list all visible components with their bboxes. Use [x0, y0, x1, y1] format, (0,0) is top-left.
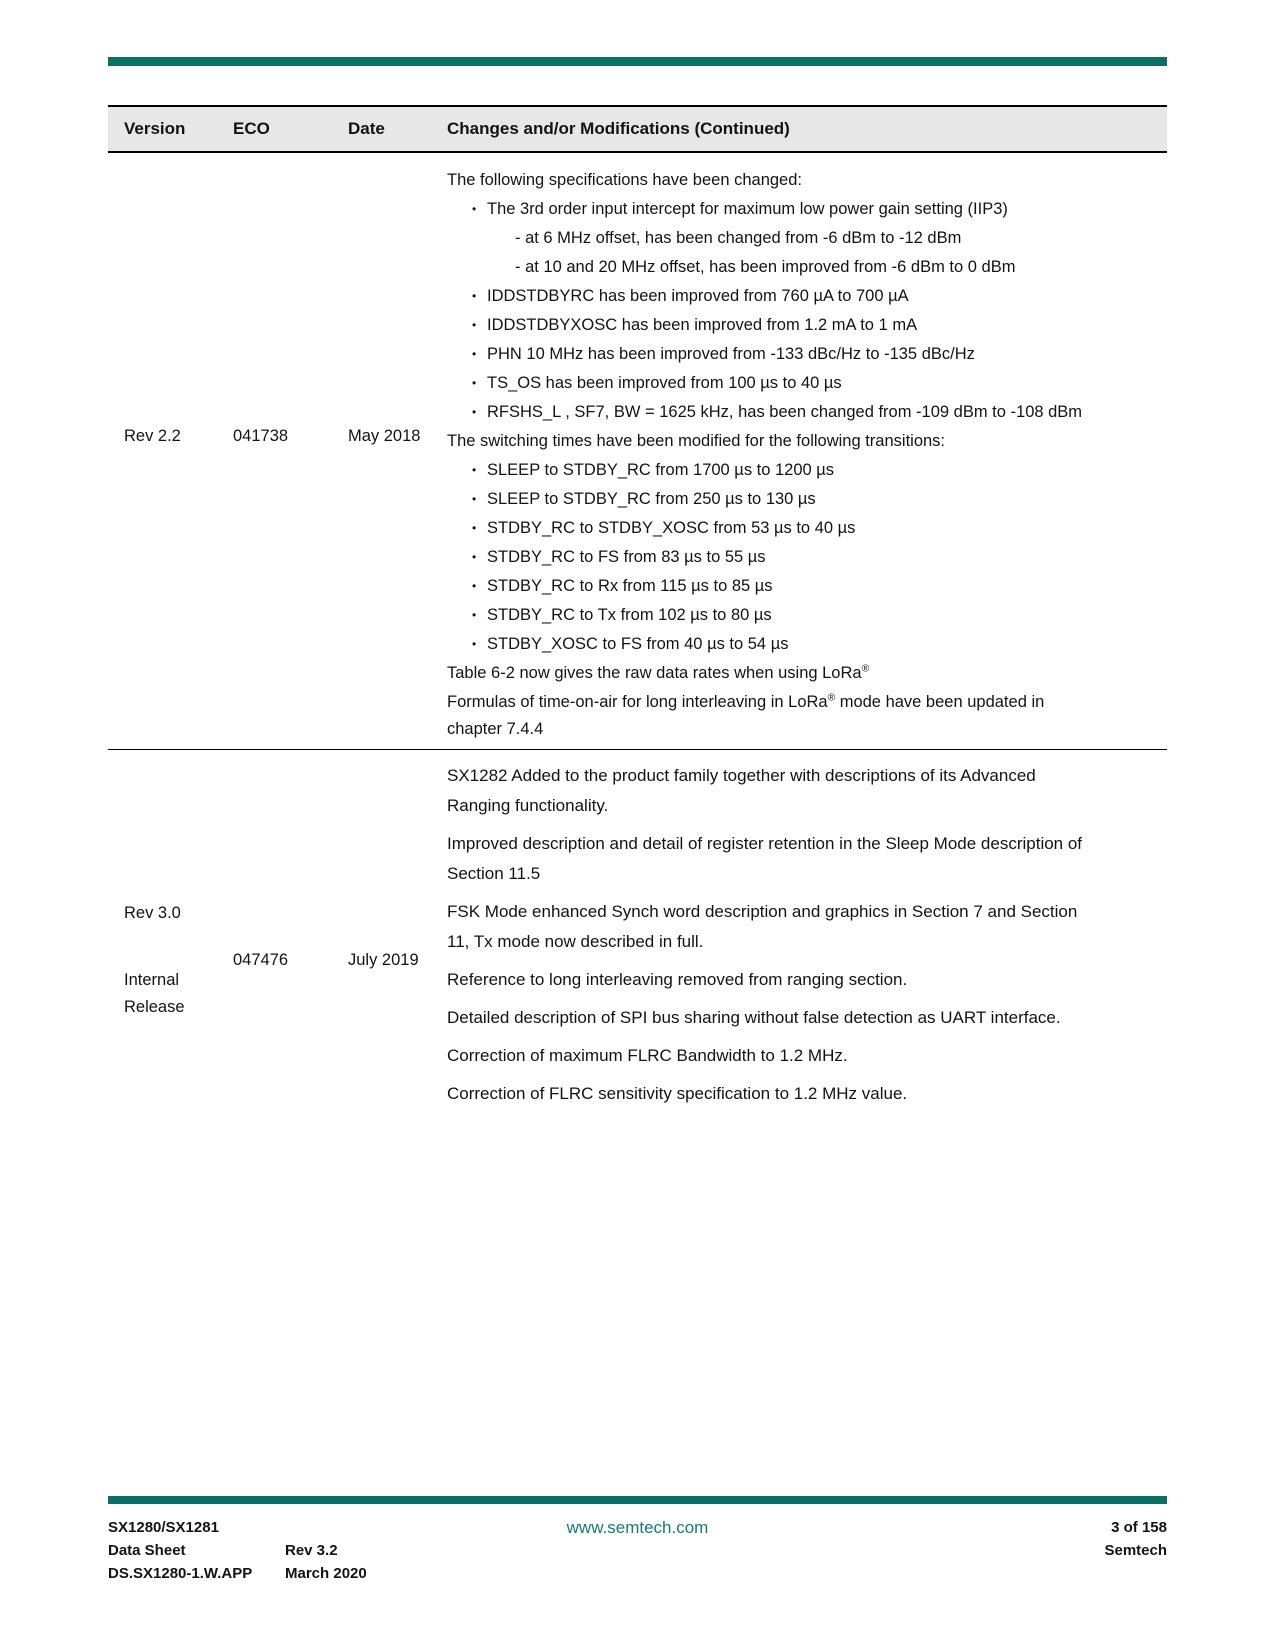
semtech-website-link[interactable]: www.semtech.com	[566, 1518, 709, 1537]
change-bullet-item	[447, 602, 1097, 629]
version-cell	[108, 750, 233, 1171]
table-row	[108, 153, 1167, 749]
date-cell: July 2019	[348, 951, 419, 969]
eco-cell: 047476	[233, 951, 289, 969]
bullet-icon: •	[472, 579, 477, 593]
column-header-version: Version	[124, 119, 186, 138]
bullet-icon: •	[472, 202, 477, 216]
bullet-text: STDBY_RC to Rx from 115 µs to 85 µs	[487, 577, 773, 595]
bullet-text: TS_OS has been improved from 100 µs to 40 µs	[487, 374, 842, 392]
version-label: Rev 2.2	[124, 426, 181, 445]
change-bullet-item	[447, 370, 1097, 397]
change-bullet-item	[447, 631, 1097, 658]
footer-doc-id: SX1280/SX1281	[108, 1519, 219, 1536]
changes-cell	[447, 750, 1167, 1171]
bullet-text: STDBY_RC to STDBY_XOSC from 53 µs to 40 µs	[487, 519, 856, 537]
bullet-text: RFSHS_L , SF7, BW = 1625 kHz, has been changed from -109 dBm to -108 dBm	[487, 403, 1083, 421]
top-accent-rule	[108, 57, 1167, 66]
footer-company: Semtech	[1104, 1542, 1167, 1559]
change-paragraph: Table 6-2 now gives the raw data rates when using LoRa®	[447, 663, 870, 682]
bullet-icon: •	[472, 289, 477, 303]
footer-center-block	[108, 1516, 1167, 1540]
bullet-icon: •	[472, 405, 477, 419]
footer-right-block	[1104, 1516, 1167, 1562]
footer-page-number: 3 of 158	[1111, 1519, 1167, 1536]
bullet-icon: •	[472, 318, 477, 332]
bullet-icon: •	[472, 608, 477, 622]
change-bullet-item	[447, 457, 1097, 484]
bullet-icon: •	[472, 347, 477, 361]
column-header-changes: Changes and/or Modifications (Continued)	[447, 119, 790, 138]
change-bullet-item	[447, 283, 1097, 310]
footer-date: March 2020	[285, 1565, 367, 1582]
change-paragraph: Reference to long interleaving removed from ranging section.	[447, 970, 908, 989]
change-bullet-item	[447, 486, 1097, 513]
bullet-text: SLEEP to STDBY_RC from 250 µs to 130 µs	[487, 490, 816, 508]
date-cell: May 2018	[348, 426, 421, 445]
table-header-row	[108, 105, 1167, 153]
footer-doc-ref: DS.SX1280-1.W.APP	[108, 1565, 253, 1582]
changes-cell	[447, 153, 1167, 749]
bullet-icon: •	[472, 521, 477, 535]
change-bullet-item	[447, 312, 1097, 339]
bullet-text: PHN 10 MHz has been improved from -133 dBc/Hz to -135 dBc/Hz	[487, 345, 975, 363]
change-paragraph: FSK Mode enhanced Synch word description and graphics in Section 7 and Section 11, Tx mode now described in full.	[447, 902, 1078, 951]
change-bullet-item	[447, 544, 1097, 571]
change-paragraph: Correction of FLRC sensitivity specification to 1.2 MHz value.	[447, 1084, 908, 1103]
change-paragraph: Detailed description of SPI bus sharing without false detection as UART interface.	[447, 1008, 1061, 1027]
change-sub-item: - at 10 and 20 MHz offset, has been improved from -6 dBm to 0 dBm	[515, 258, 1016, 276]
version-label: Rev 3.0	[124, 904, 181, 922]
footer-doc-type: Data Sheet	[108, 1542, 186, 1559]
column-header-date: Date	[348, 119, 385, 138]
page-footer	[108, 1516, 1167, 1585]
bullet-icon: •	[472, 463, 477, 477]
change-paragraph: Correction of maximum FLRC Bandwidth to 1.2 MHz.	[447, 1046, 848, 1065]
registered-trademark-symbol: ®	[827, 692, 836, 704]
eco-cell: 041738	[233, 426, 289, 445]
change-bullet-item	[447, 573, 1097, 600]
bullet-text: STDBY_RC to Tx from 102 µs to 80 µs	[487, 606, 772, 624]
bullet-icon: •	[472, 637, 477, 651]
revision-history-table	[108, 105, 1167, 1171]
change-bullet-item	[447, 196, 1097, 223]
bullet-text: IDDSTDBYXOSC has been improved from 1.2 mA to 1 mA	[487, 316, 918, 334]
footer-accent-rule	[108, 1496, 1167, 1504]
column-header-eco: ECO	[233, 119, 270, 138]
change-bullet-item	[447, 399, 1097, 426]
change-paragraph: Formulas of time-on-air for long interleaving in LoRa® mode have been updated in chapter 7.4.4	[447, 692, 1045, 738]
bullet-text: The 3rd order input intercept for maximum low power gain setting (IIP3)	[487, 200, 1008, 218]
bullet-text: IDDSTDBYRC has been improved from 760 µA to 700 µA	[487, 287, 909, 305]
change-bullet-item	[447, 341, 1097, 368]
bullet-icon: •	[472, 550, 477, 564]
change-paragraph: SX1282 Added to the product family together with descriptions of its Advanced Ranging functionality.	[447, 766, 1036, 815]
change-sub-item: - at 6 MHz offset, has been changed from -6 dBm to -12 dBm	[515, 229, 962, 247]
bullet-icon: •	[472, 492, 477, 506]
change-paragraph: Improved description and detail of register retention in the Sleep Mode description of Section 11.5	[447, 834, 1083, 883]
version-note: Internal Release	[124, 971, 185, 1016]
bullet-text: STDBY_XOSC to FS from 40 µs to 54 µs	[487, 635, 789, 653]
registered-trademark-symbol: ®	[861, 663, 870, 675]
change-paragraph: The following specifications have been changed:	[447, 171, 802, 189]
change-bullet-item	[447, 515, 1097, 542]
table-row	[108, 749, 1167, 1171]
footer-rev: Rev 3.2	[285, 1542, 338, 1559]
version-cell	[108, 153, 233, 749]
bullet-icon: •	[472, 376, 477, 390]
change-paragraph: The switching times have been modified for the following transitions:	[447, 432, 946, 450]
bullet-text: STDBY_RC to FS from 83 µs to 55 µs	[487, 548, 766, 566]
bullet-text: SLEEP to STDBY_RC from 1700 µs to 1200 µs	[487, 461, 835, 479]
